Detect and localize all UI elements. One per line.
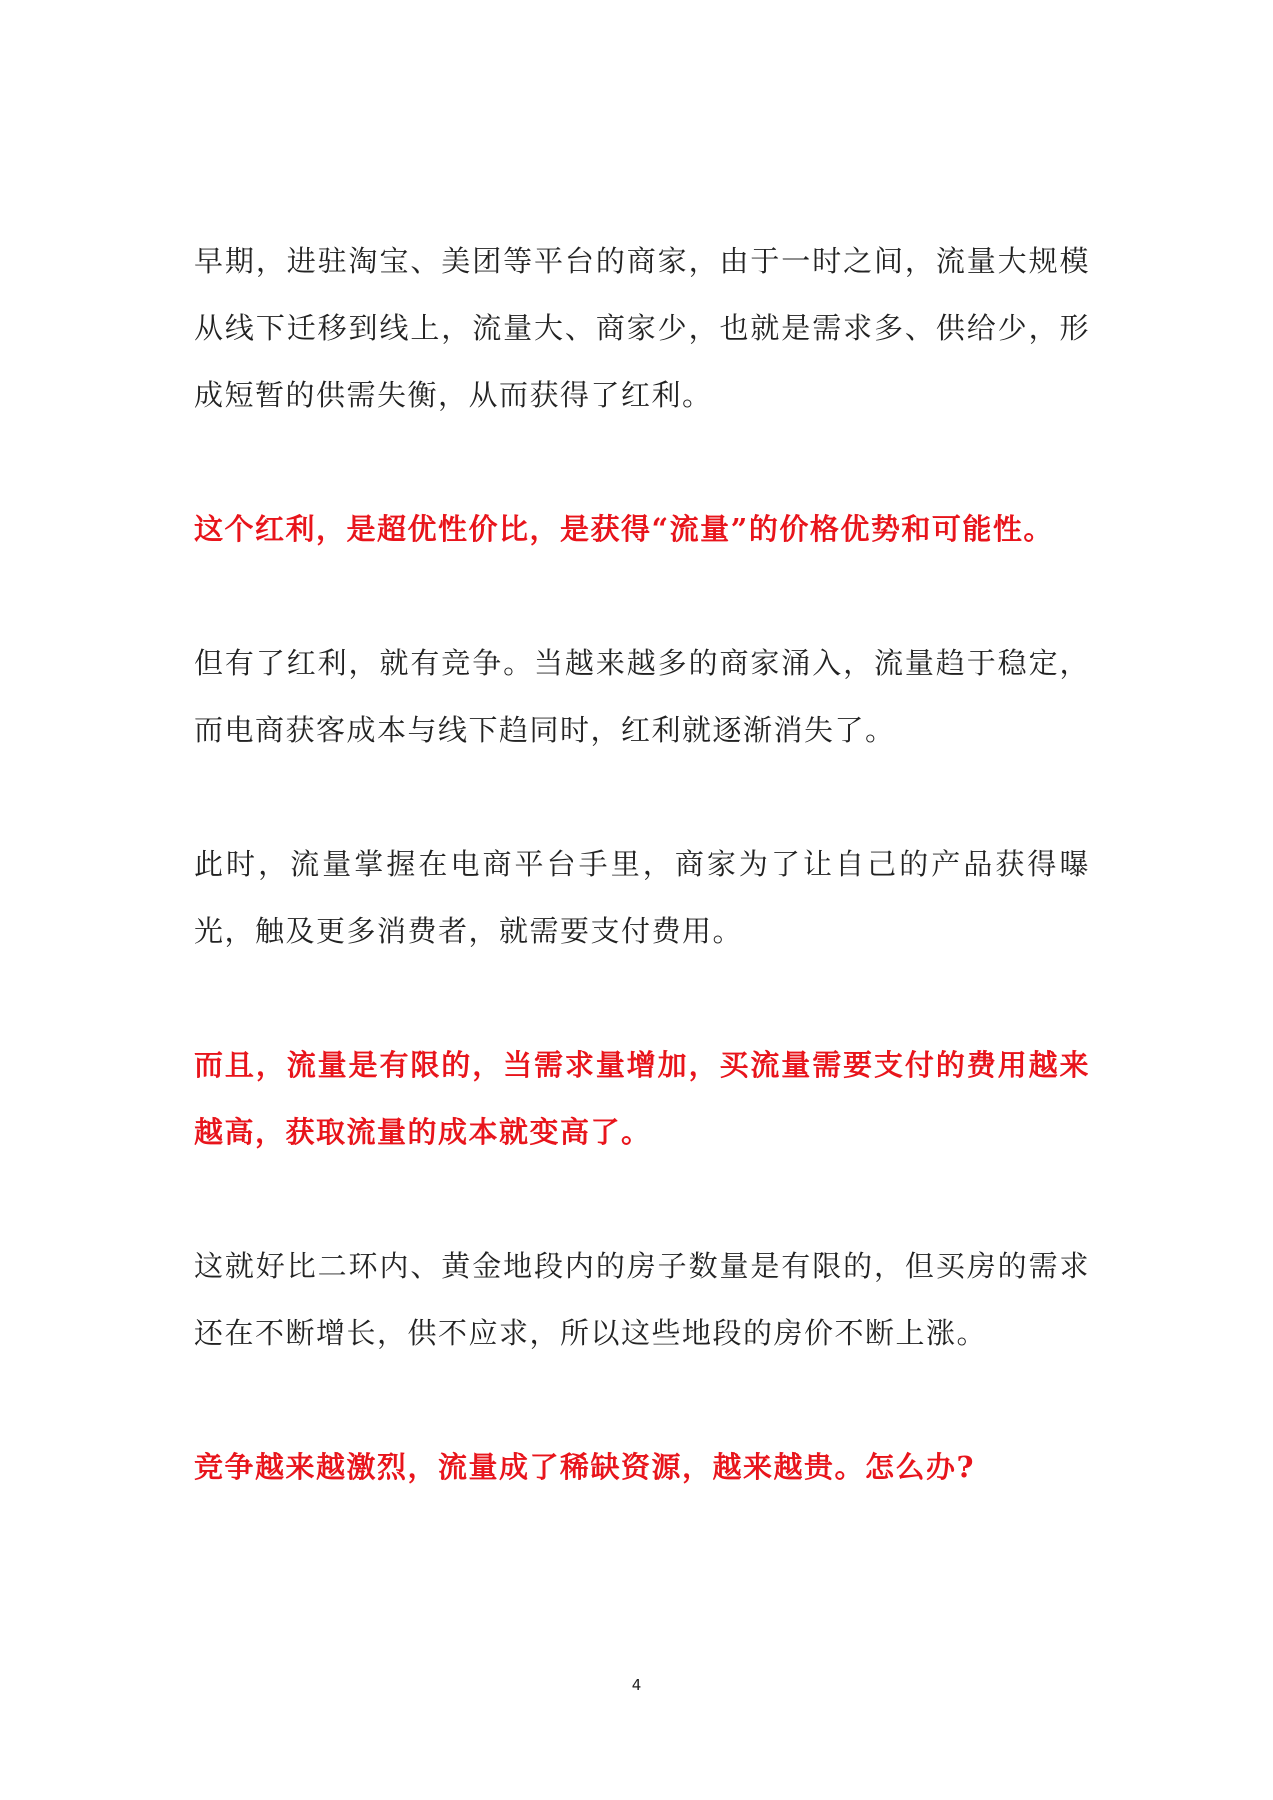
paragraph-gap	[194, 965, 1090, 1032]
paragraph-platform-control: 此时，流量掌握在电商平台手里，商家为了让自己的产品获得曝光，触及更多消费者，就需要支付费用。	[194, 847, 1090, 948]
paragraph-gap	[194, 1367, 1090, 1434]
page-content	[194, 228, 1090, 1501]
paragraph-gap	[194, 563, 1090, 630]
paragraph-early-dividend: 早期，进驻淘宝、美团等平台的商家，由于一时之间，流量大规模从线下迁移到线上，流量大、商家少，也就是需求多、供给少，形成短暂的供需失衡，从而获得了红利。	[194, 244, 1090, 412]
highlight-scarcity-question: 竞争越来越激烈，流量成了稀缺资源，越来越贵。怎么办?	[194, 1450, 975, 1484]
highlight-rising-cost: 而且，流量是有限的，当需求量增加，买流量需要支付的费用越来越高，获取流量的成本就变高了。	[194, 1048, 1090, 1149]
paragraph-competition: 但有了红利，就有竞争。当越来越多的商家涌入，流量趋于稳定，而电商获客成本与线下趋同时，红利就逐渐消失了。	[194, 646, 1090, 747]
paragraph-gap	[194, 429, 1090, 496]
paragraph-gap	[194, 764, 1090, 831]
highlight-dividend-definition: 这个红利，是超优性价比，是获得“流量”的价格优势和可能性。	[194, 512, 1054, 546]
paragraph-housing-analogy: 这就好比二环内、黄金地段内的房子数量是有限的，但买房的需求还在不断增长，供不应求，所以这些地段的房价不断上涨。	[194, 1249, 1090, 1350]
page-number: 4	[631, 1676, 642, 1694]
paragraph-gap	[194, 1166, 1090, 1233]
